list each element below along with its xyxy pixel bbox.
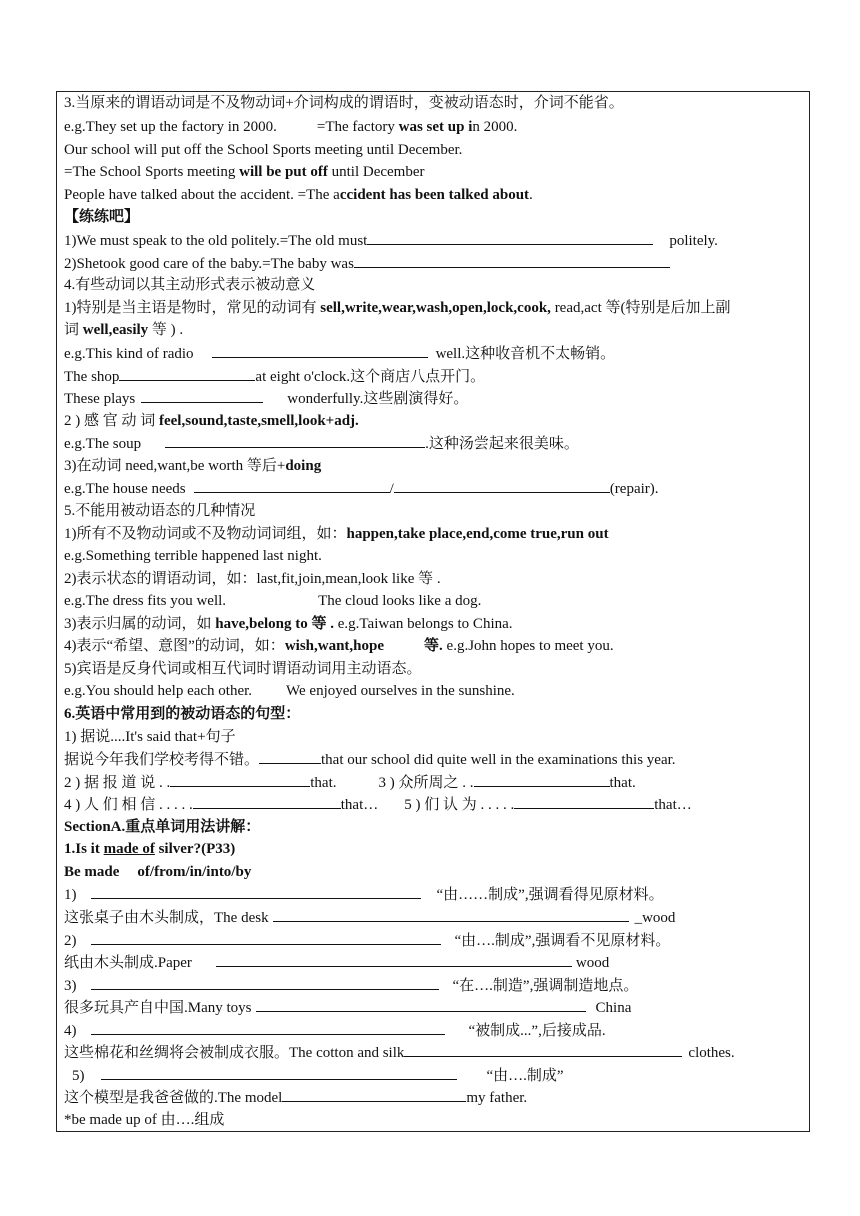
answer-blank[interactable] [91,974,439,990]
rule-4: 4.有些动词以其主动形式表示被动意义 [64,277,316,293]
exercise-line: 4 ) 人 们 相 信 . . . . . that… 5 ) 们 认 为 . . . . . that… [64,793,692,815]
answer-blank[interactable] [170,771,310,787]
rule-line: 5)宾语是反身代词或相互代词时谓语动词用主动语态。 [64,661,422,677]
example-line: e.g.You should help each other. We enjoyed ourselves in the sunshine. [64,683,515,699]
exercise-line: e.g.This kind of radio well.这种收音机不太畅销。 [64,342,615,364]
rule-line: 3)表示归属的动词，如 have,belong to 等 . e.g.Taiwan belongs to China. [64,616,513,632]
answer-blank[interactable] [193,793,341,809]
rule-5: 5.不能用被动语态的几种情况 [64,503,256,519]
exercise-line: The shop at eight o'clock.这个商店八点开门。 [64,365,485,387]
answer-blank[interactable] [256,996,586,1012]
example-line: People have talked about the accident. =The accident has been talked about. [64,187,533,203]
answer-blank[interactable] [91,883,421,899]
pattern-line: 1) 据说....It's said that+句子 [64,729,236,745]
rule-3: 3.当原来的谓语动词是不及物动词+介词构成的谓语时，变被动语态时，介词不能省。 [64,95,624,111]
answer-blank[interactable] [141,387,263,403]
answer-blank[interactable] [273,906,629,922]
note-line: *be made up of 由….组成 [64,1112,225,1128]
rule-line: 4)表示“希望、意图”的动词，如：wish,want,hope 等. e.g.John hopes to meet you. [64,638,614,654]
answer-blank[interactable] [101,1064,457,1080]
answer-blank[interactable] [216,951,572,967]
answer-blank[interactable] [119,365,255,381]
exercise-line: 1)We must speak to the old politely.=The old must politely. [64,229,718,251]
rule-line: 1)所有不及物动词或不及物动词词组，如：happen,take place,end,come true,run out [64,526,609,542]
answer-blank[interactable] [91,1019,445,1035]
vocab-subheading: Be made of/from/in/into/by [64,864,252,880]
answer-blank[interactable] [367,229,653,245]
exercise-line: 这张桌子由木头制成，The desk _wood [64,906,675,928]
exercise-line: 很多玩具产自中国.Many toys China [64,996,631,1018]
rule-line: 1)特别是当主语是物时，常见的动词有 sell,write,wear,wash,open,lock,cook, read,act 等(特别是后加上副 [64,300,731,316]
example-line: =The School Sports meeting will be put off until December [64,164,425,180]
exercise-line: 2 ) 据 报 道 说 . . that. 3 ) 众所周之 . . that. [64,771,636,793]
exercise-line: 纸由木头制成.Paper wood [64,951,609,973]
answer-blank[interactable] [404,1041,682,1057]
answer-blank[interactable] [514,793,654,809]
exercise-line: 3) “在….制造”,强调制造地点。 [64,974,638,996]
answer-blank[interactable] [354,252,670,268]
exercise-line: e.g.The soup .这种汤尝起来很美味。 [64,432,579,454]
answer-blank[interactable] [91,929,441,945]
answer-blank[interactable] [212,342,428,358]
exercise-line: 1) “由……制成”,强调看得见原材料。 [64,883,664,905]
exercise-line: 据说今年我们学校考得不错。 that our school did quite well in the examinations this year. [64,748,676,770]
exercise-line: 这个模型是我爸爸做的.The model my father. [64,1086,527,1108]
rule-6: 6.英语中常用到的被动语态的句型： [64,706,301,722]
answer-blank[interactable] [259,748,321,764]
section-heading: SectionA.重点单词用法讲解： [64,819,261,835]
exercise-line: e.g.The house needs / (repair). [64,477,659,499]
exercise-line: 2)Shetook good care of the baby.=The baby was [64,252,670,274]
answer-blank[interactable] [394,477,610,493]
rule-line: 3)在动词 need,want,be worth 等后+doing [64,458,322,474]
rule-line: 2 ) 感 官 动 词 feel,sound,taste,smell,look+adj. [64,413,359,429]
exercise-line: 2) “由….制成”,强调看不见原材料。 [64,929,670,951]
answer-blank[interactable] [194,477,390,493]
rule-line: 词 well,easily 等 ) . [64,322,184,338]
example-line: e.g.They set up the factory in 2000. =The factory was set up in 2000. [64,119,518,135]
exercise-line: These plays wonderfully.这些剧演得好。 [64,387,468,409]
exercise-line: 这些棉花和丝绸将会被制成衣服。The cotton and silk clothes. [64,1041,735,1063]
answer-blank[interactable] [165,432,425,448]
answer-blank[interactable] [474,771,610,787]
exercise-line: 4) “被制成...”,后接成品. [64,1019,606,1041]
vocab-heading: 1.Is it made of silver?(P33) [64,841,236,857]
example-line: e.g.Something terrible happened last night. [64,548,322,564]
rule-line: 2)表示状态的谓语动词，如：last,fit,join,mean,look like 等 . [64,571,441,587]
example-line: e.g.The dress fits you well. The cloud looks like a dog. [64,593,482,609]
practice-heading: 【练练吧】 [64,209,140,225]
answer-blank[interactable] [282,1086,466,1102]
example-line: Our school will put off the School Sports meeting until December. [64,142,463,158]
exercise-line: 5) “由….制成” [72,1064,564,1086]
